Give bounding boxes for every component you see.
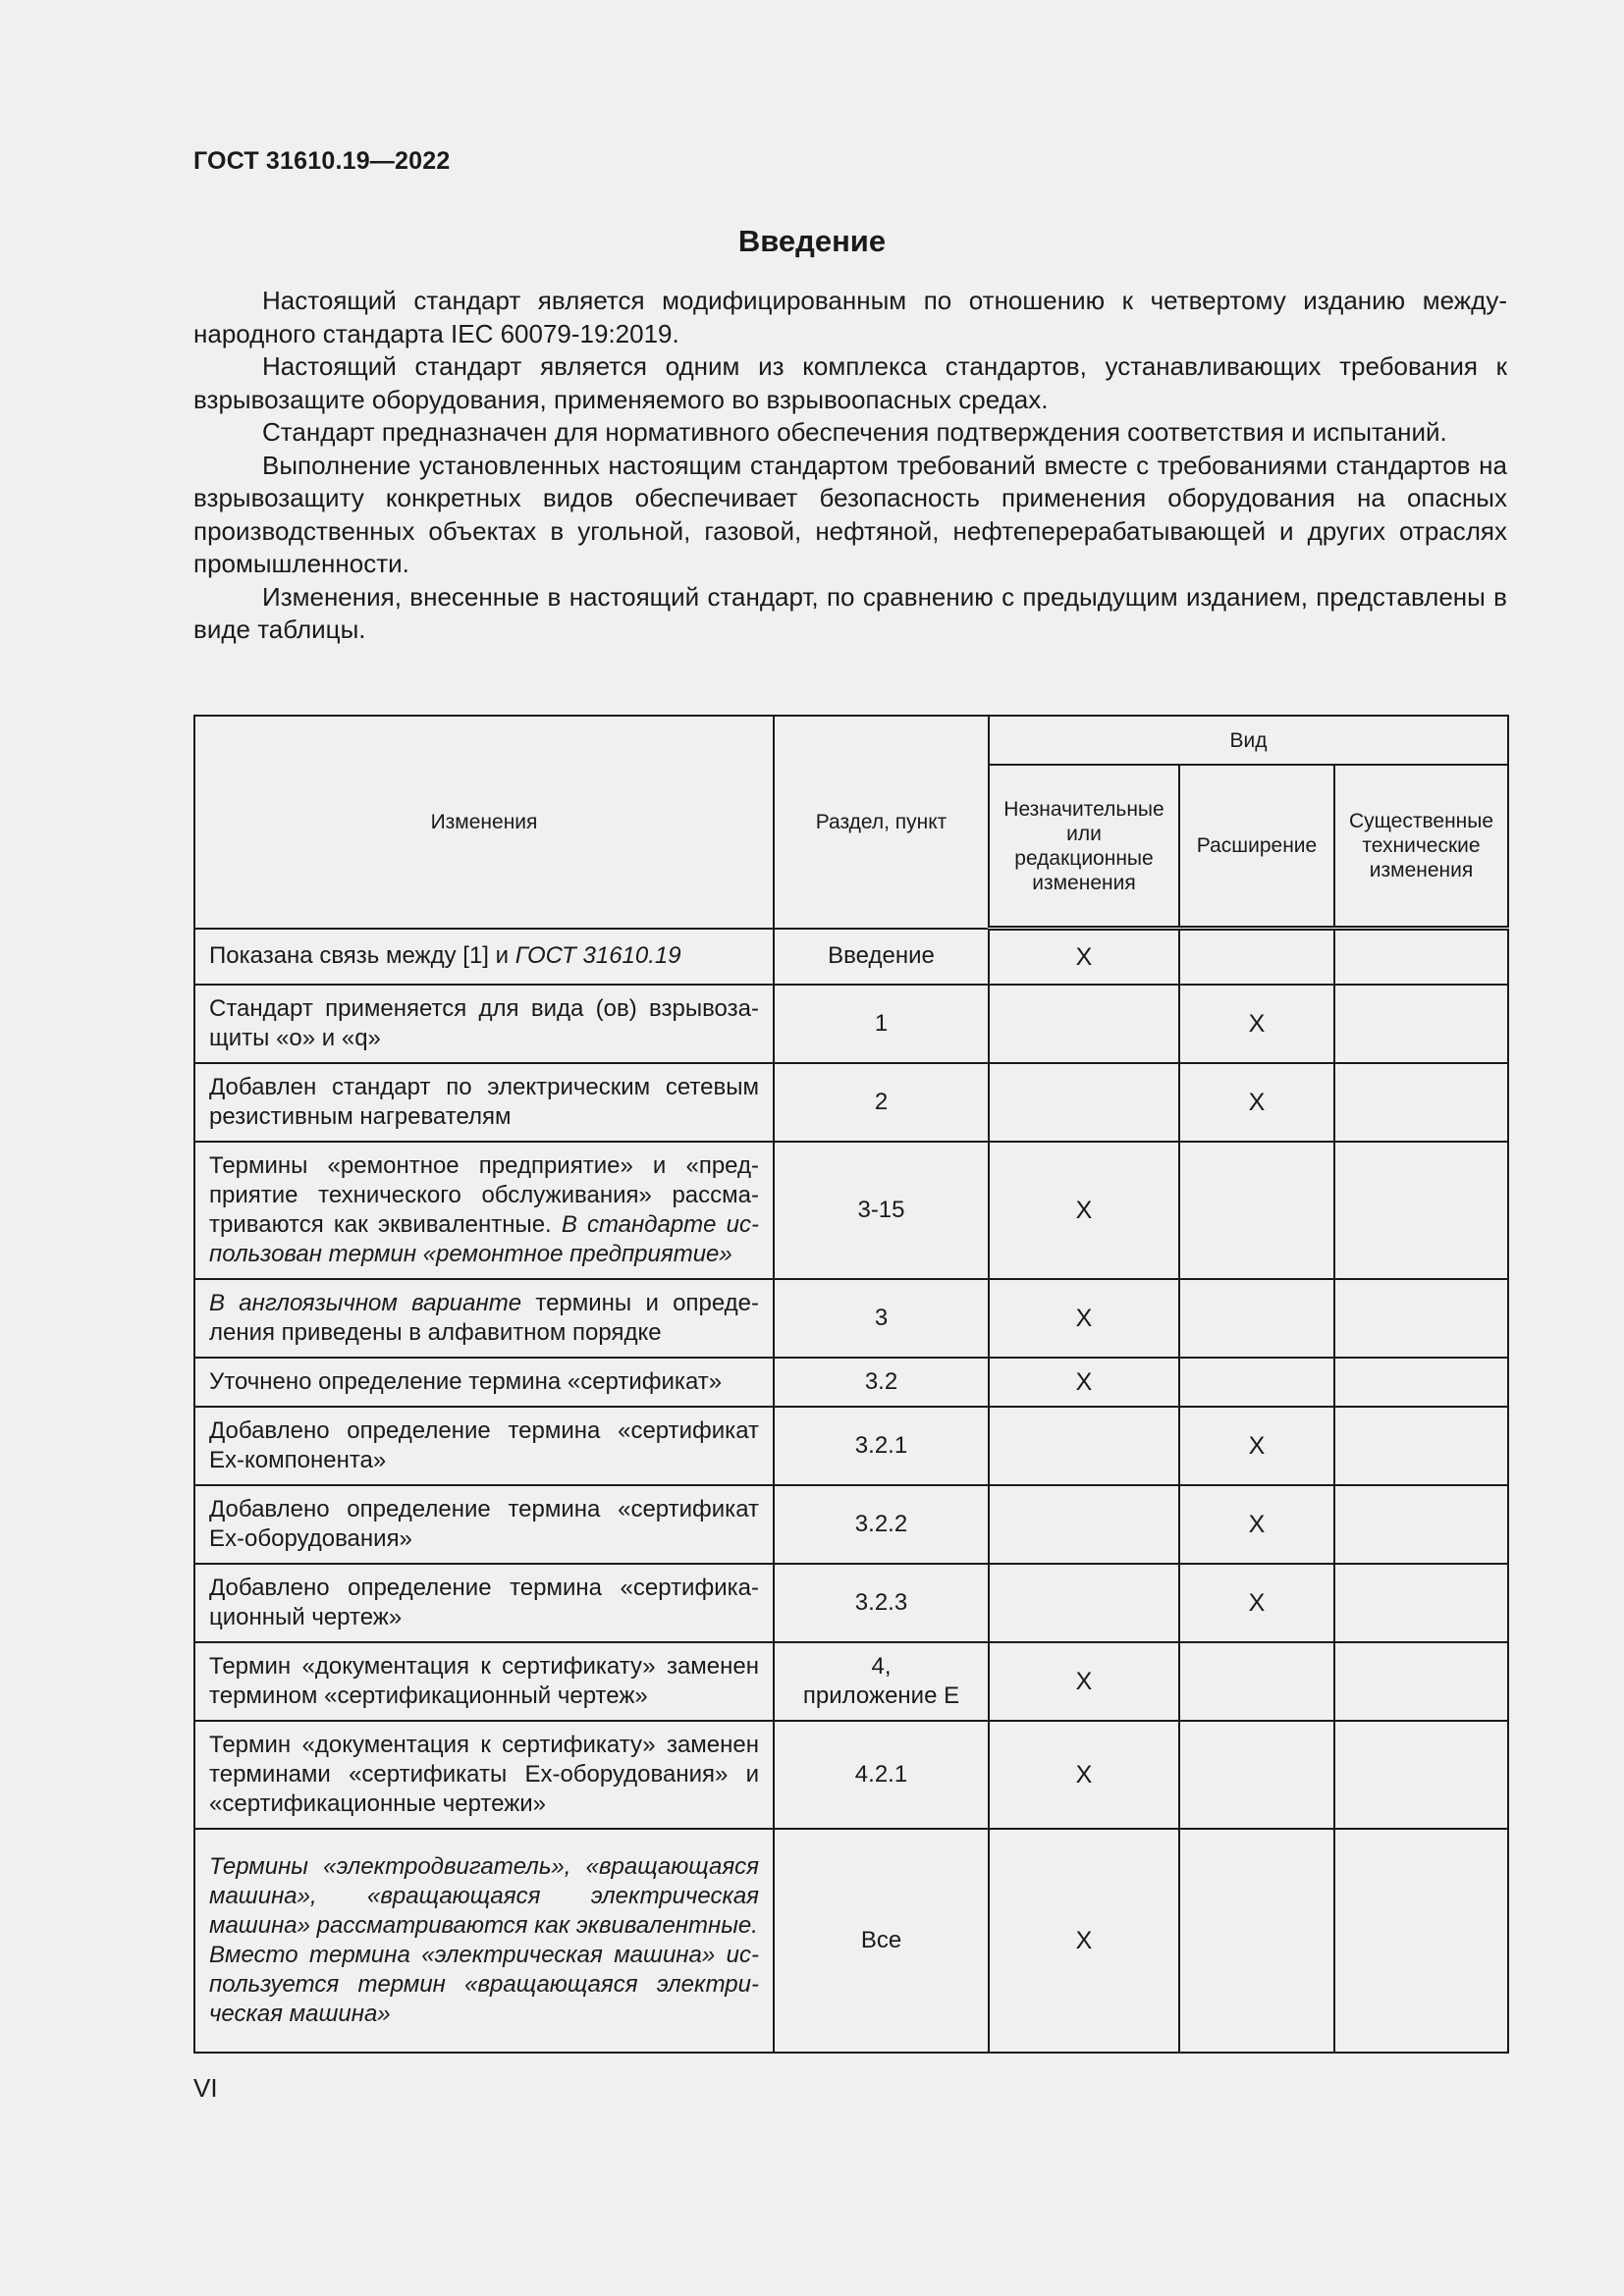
change-description: Добавлено определение термина «сертификационный чертеж» — [194, 1564, 774, 1642]
change-description: Уточнено определение термина «сертификат» — [194, 1358, 774, 1407]
minor-mark: X — [989, 1142, 1179, 1279]
section-ref: 3 — [774, 1279, 989, 1358]
change-description: Термин «документация к сертификату» заменен терминами «сертификаты Ex-оборудования» и «сертификационные чертежи» — [194, 1721, 774, 1829]
substantial-mark — [1334, 985, 1508, 1063]
minor-mark: X — [989, 1829, 1179, 2053]
extension-mark — [1179, 1142, 1334, 1279]
section-ref: 3.2.3 — [774, 1564, 989, 1642]
change-description: Стандарт применяется для вида (ов) взрывозащиты «о» и «q» — [194, 985, 774, 1063]
change-description: В англоязычном варианте термины и определения приведены в алфавитном порядке — [194, 1279, 774, 1358]
minor-mark: X — [989, 1279, 1179, 1358]
substantial-mark — [1334, 1358, 1508, 1407]
change-description: Добавлено определение термина «сертификат Ex-компонента» — [194, 1407, 774, 1485]
changes-table — [193, 715, 1509, 2054]
page-number: VI — [193, 2073, 218, 2103]
change-description: Добавлено определение термина «сертификат Ex-оборудования» — [194, 1485, 774, 1564]
extension-mark: X — [1179, 1407, 1334, 1485]
section-ref: 3.2 — [774, 1358, 989, 1407]
extension-mark — [1179, 1642, 1334, 1721]
section-ref: 4.2.1 — [774, 1721, 989, 1829]
section-ref: 2 — [774, 1063, 989, 1142]
substantial-mark — [1334, 1142, 1508, 1279]
table-row — [194, 1279, 1508, 1358]
section-ref: 3.2.2 — [774, 1485, 989, 1564]
section-ref: Введение — [774, 929, 989, 985]
minor-mark — [989, 1485, 1179, 1564]
substantial-mark — [1334, 1721, 1508, 1829]
substantial-mark — [1334, 1279, 1508, 1358]
minor-mark — [989, 1063, 1179, 1142]
header-substantial: Существенные технические изменения — [1334, 765, 1508, 929]
section-ref: 3.2.1 — [774, 1407, 989, 1485]
minor-mark — [989, 1564, 1179, 1642]
table-row — [194, 1063, 1508, 1142]
extension-mark: X — [1179, 985, 1334, 1063]
intro-paragraph: Выполнение установленных настоящим стандартом требований вместе с требованиями стандартов на взрывозащиту конкретных видов обеспечивает безопасность применения оборудования на опасных производственных объектах в угольной, газовой, нефтяной, нефтеперерабатывающей и других отраслях промышленности. — [193, 450, 1507, 578]
table-header-row — [194, 716, 1508, 765]
minor-mark: X — [989, 1721, 1179, 1829]
extension-mark — [1179, 1279, 1334, 1358]
header-type: Вид — [989, 716, 1508, 765]
change-description: Показана связь между [1] и ГОСТ 31610.19 — [194, 929, 774, 985]
minor-mark: X — [989, 1358, 1179, 1407]
minor-mark — [989, 985, 1179, 1063]
table-row — [194, 1564, 1508, 1642]
section-ref: Все — [774, 1829, 989, 2053]
header-changes: Изменения — [194, 716, 774, 929]
intro-paragraph: Настоящий стандарт является одним из комплекса стандартов, устанавливающих требования к взрывозащите оборудования, применяемого во взрывоопасных средах. — [193, 351, 1507, 414]
intro-paragraph: Изменения, внесенные в настоящий стандарт, по сравнению с предыдущим изданием, представлены в виде таблицы. — [193, 581, 1507, 644]
header-extension: Расширение — [1179, 765, 1334, 929]
section-ref: 4, приложение Е — [774, 1642, 989, 1721]
change-description: Термины «электродвигатель», «вращающаяся машина», «вращающаяся электрическая машина» рассматриваются как эквивалентные. Вместо термина «электрическая машина» используется термин «вращающаяся электрическая машина» — [194, 1829, 774, 2053]
substantial-mark — [1334, 1407, 1508, 1485]
extension-mark: X — [1179, 1063, 1334, 1142]
change-description: Термины «ремонтное предприятие» и «предприятие технического обслуживания» рассматриваются как эквивалентные. В стандарте использован термин «ремонтное предприятие» — [194, 1142, 774, 1279]
substantial-mark — [1334, 1642, 1508, 1721]
intro-paragraph: Стандарт предназначен для нормативного обеспечения подтверждения соответствия и испытаний. — [262, 417, 1447, 447]
table-row — [194, 985, 1508, 1063]
extension-mark — [1179, 1358, 1334, 1407]
extension-mark — [1179, 1721, 1334, 1829]
extension-mark: X — [1179, 1564, 1334, 1642]
intro-paragraph: Настоящий стандарт является модифицированным по отношению к четвертому изданию международного стандарта IEC 60079-19:2019. — [193, 286, 1507, 348]
table-row — [194, 929, 1508, 985]
substantial-mark — [1334, 1564, 1508, 1642]
document-id: ГОСТ 31610.19—2022 — [193, 147, 451, 175]
minor-mark: X — [989, 929, 1179, 985]
intro-text — [193, 285, 1507, 647]
header-section: Раздел, пункт — [774, 716, 989, 929]
table-row — [194, 1407, 1508, 1485]
substantial-mark — [1334, 929, 1508, 985]
change-description: Термин «документация к сертификату» заменен термином «сертификационный чертеж» — [194, 1642, 774, 1721]
section-title: Введение — [737, 224, 887, 258]
minor-mark — [989, 1407, 1179, 1485]
table-row — [194, 1485, 1508, 1564]
substantial-mark — [1334, 1485, 1508, 1564]
table-row — [194, 1829, 1508, 2053]
header-minor: Незначительные или редакционные изменения — [989, 765, 1179, 929]
table-row — [194, 1721, 1508, 1829]
table-row — [194, 1642, 1508, 1721]
extension-mark — [1179, 929, 1334, 985]
extension-mark — [1179, 1829, 1334, 2053]
change-description: Добавлен стандарт по электрическим сетевым резистивным нагревателям — [194, 1063, 774, 1142]
table-row — [194, 1142, 1508, 1279]
section-ref: 3-15 — [774, 1142, 989, 1279]
substantial-mark — [1334, 1063, 1508, 1142]
substantial-mark — [1334, 1829, 1508, 2053]
extension-mark: X — [1179, 1485, 1334, 1564]
table-row — [194, 1358, 1508, 1407]
section-ref: 1 — [774, 985, 989, 1063]
minor-mark: X — [989, 1642, 1179, 1721]
